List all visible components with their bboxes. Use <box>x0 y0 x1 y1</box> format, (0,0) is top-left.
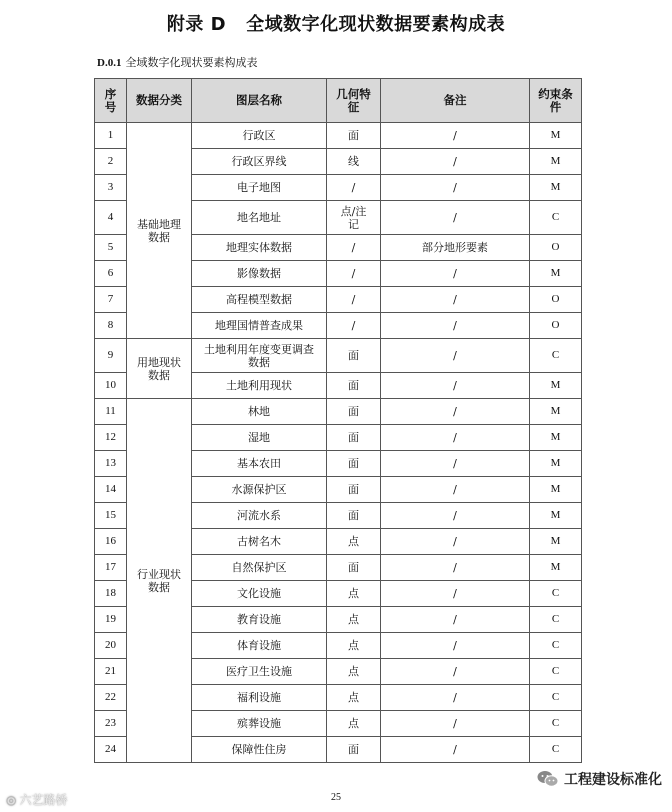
row-remark: / <box>381 123 530 149</box>
row-remark: / <box>381 313 530 339</box>
header-category: 数据分类 <box>127 79 192 123</box>
row-geometry: / <box>327 175 381 201</box>
row-layer: 土地利用现状 <box>192 373 327 399</box>
watermark-left: ◎ 六艺路桥 <box>6 793 68 807</box>
row-constraint: C <box>530 711 582 737</box>
row-seq: 11 <box>95 399 127 425</box>
row-remark: / <box>381 175 530 201</box>
row-remark: / <box>381 287 530 313</box>
row-seq: 12 <box>95 425 127 451</box>
row-geometry: / <box>327 261 381 287</box>
row-constraint: O <box>530 235 582 261</box>
row-remark: / <box>381 737 530 763</box>
row-geometry: 面 <box>327 477 381 503</box>
row-seq: 14 <box>95 477 127 503</box>
row-seq: 1 <box>95 123 127 149</box>
row-remark: / <box>381 581 530 607</box>
row-layer: 土地利用年度变更调查 数据 <box>192 339 327 373</box>
row-seq: 6 <box>95 261 127 287</box>
row-geometry: 面 <box>327 373 381 399</box>
page-number: 25 <box>331 792 341 803</box>
row-geometry: 线 <box>327 149 381 175</box>
row-geometry: 面 <box>327 339 381 373</box>
row-remark: / <box>381 149 530 175</box>
row-layer: 文化设施 <box>192 581 327 607</box>
elements-table <box>94 78 582 763</box>
row-remark: / <box>381 711 530 737</box>
row-layer: 保障性住房 <box>192 737 327 763</box>
row-geometry: / <box>327 287 381 313</box>
row-layer: 教育设施 <box>192 607 327 633</box>
row-seq: 3 <box>95 175 127 201</box>
row-geometry: 点 <box>327 607 381 633</box>
row-constraint: M <box>530 261 582 287</box>
row-constraint: O <box>530 313 582 339</box>
row-remark: / <box>381 633 530 659</box>
row-layer: 高程模型数据 <box>192 287 327 313</box>
table-row <box>95 123 582 149</box>
row-remark: 部分地形要素 <box>381 235 530 261</box>
row-layer: 电子地图 <box>192 175 327 201</box>
row-constraint: M <box>530 149 582 175</box>
row-seq: 7 <box>95 287 127 313</box>
row-remark: / <box>381 477 530 503</box>
row-constraint: M <box>530 399 582 425</box>
row-seq: 4 <box>95 201 127 235</box>
row-seq: 13 <box>95 451 127 477</box>
row-constraint: C <box>530 339 582 373</box>
row-remark: / <box>381 451 530 477</box>
row-layer: 行政区 <box>192 123 327 149</box>
row-layer: 殡葬设施 <box>192 711 327 737</box>
table-row <box>95 399 582 425</box>
row-geometry: 点 <box>327 685 381 711</box>
row-geometry: 面 <box>327 503 381 529</box>
row-layer: 地理国情普查成果 <box>192 313 327 339</box>
row-remark: / <box>381 425 530 451</box>
row-constraint: C <box>530 633 582 659</box>
row-constraint: C <box>530 685 582 711</box>
row-seq: 10 <box>95 373 127 399</box>
header-remark: 备注 <box>381 79 530 123</box>
row-remark: / <box>381 201 530 235</box>
row-seq: 19 <box>95 607 127 633</box>
row-constraint: C <box>530 581 582 607</box>
table-number: D.0.1 <box>97 57 122 69</box>
header-constraint: 约束条 件 <box>530 79 582 123</box>
row-remark: / <box>381 373 530 399</box>
row-layer: 林地 <box>192 399 327 425</box>
row-layer: 地名地址 <box>192 201 327 235</box>
watermark-right: 工程建设标准化 <box>537 768 662 790</box>
category-industry: 行业现状 数据 <box>127 399 192 763</box>
row-remark: / <box>381 399 530 425</box>
category-land-use: 用地现状 数据 <box>127 339 192 399</box>
row-constraint: M <box>530 477 582 503</box>
row-seq: 18 <box>95 581 127 607</box>
row-constraint: O <box>530 287 582 313</box>
row-layer: 河流水系 <box>192 503 327 529</box>
row-remark: / <box>381 685 530 711</box>
row-layer: 古树名木 <box>192 529 327 555</box>
row-layer: 行政区界线 <box>192 149 327 175</box>
wechat-icon <box>537 770 559 788</box>
row-seq: 5 <box>95 235 127 261</box>
row-constraint: M <box>530 529 582 555</box>
watermark-left-icon: ◎ <box>6 793 17 807</box>
row-geometry: 点 <box>327 529 381 555</box>
row-layer: 影像数据 <box>192 261 327 287</box>
row-seq: 9 <box>95 339 127 373</box>
row-geometry: 面 <box>327 737 381 763</box>
row-layer: 福利设施 <box>192 685 327 711</box>
row-seq: 21 <box>95 659 127 685</box>
row-geometry: 点 <box>327 581 381 607</box>
table-row <box>95 339 582 373</box>
header-layer-name: 图层名称 <box>192 79 327 123</box>
row-constraint: M <box>530 425 582 451</box>
row-constraint: M <box>530 123 582 149</box>
row-seq: 16 <box>95 529 127 555</box>
row-seq: 2 <box>95 149 127 175</box>
row-layer: 湿地 <box>192 425 327 451</box>
row-geometry: 面 <box>327 425 381 451</box>
row-geometry: 点 <box>327 711 381 737</box>
row-remark: / <box>381 659 530 685</box>
row-remark: / <box>381 261 530 287</box>
row-seq: 20 <box>95 633 127 659</box>
row-constraint: M <box>530 373 582 399</box>
header-seq: 序 号 <box>95 79 127 123</box>
row-constraint: C <box>530 201 582 235</box>
row-constraint: C <box>530 659 582 685</box>
row-geometry: 点 <box>327 633 381 659</box>
row-geometry: 面 <box>327 451 381 477</box>
row-geometry: 面 <box>327 399 381 425</box>
row-remark: / <box>381 607 530 633</box>
row-geometry: 面 <box>327 555 381 581</box>
row-layer: 基本农田 <box>192 451 327 477</box>
row-seq: 24 <box>95 737 127 763</box>
category-basic-geo: 基础地理 数据 <box>127 123 192 339</box>
table-caption-text: 全域数字化现状要素构成表 <box>125 56 258 69</box>
row-layer: 水源保护区 <box>192 477 327 503</box>
row-constraint: M <box>530 503 582 529</box>
row-remark: / <box>381 529 530 555</box>
row-geometry: / <box>327 235 381 261</box>
row-remark: / <box>381 555 530 581</box>
row-constraint: C <box>530 737 582 763</box>
row-remark: / <box>381 339 530 373</box>
row-constraint: M <box>530 451 582 477</box>
row-geometry: 面 <box>327 123 381 149</box>
row-seq: 23 <box>95 711 127 737</box>
row-seq: 15 <box>95 503 127 529</box>
row-constraint: M <box>530 175 582 201</box>
row-seq: 22 <box>95 685 127 711</box>
row-layer: 医疗卫生设施 <box>192 659 327 685</box>
row-constraint: C <box>530 607 582 633</box>
row-geometry: 点/注 记 <box>327 201 381 235</box>
row-layer: 自然保护区 <box>192 555 327 581</box>
table-caption <box>97 54 257 70</box>
header-geometry: 几何特 征 <box>327 79 381 123</box>
row-geometry: 点 <box>327 659 381 685</box>
row-geometry: / <box>327 313 381 339</box>
row-seq: 8 <box>95 313 127 339</box>
header-row <box>95 79 582 123</box>
appendix-title: 全域数字化现状数据要素构成表 <box>246 14 506 35</box>
appendix-label: 附录 D <box>166 14 227 35</box>
row-remark: / <box>381 503 530 529</box>
row-layer: 地理实体数据 <box>192 235 327 261</box>
row-seq: 17 <box>95 555 127 581</box>
row-constraint: M <box>530 555 582 581</box>
page-title <box>0 10 672 36</box>
row-layer: 体育设施 <box>192 633 327 659</box>
